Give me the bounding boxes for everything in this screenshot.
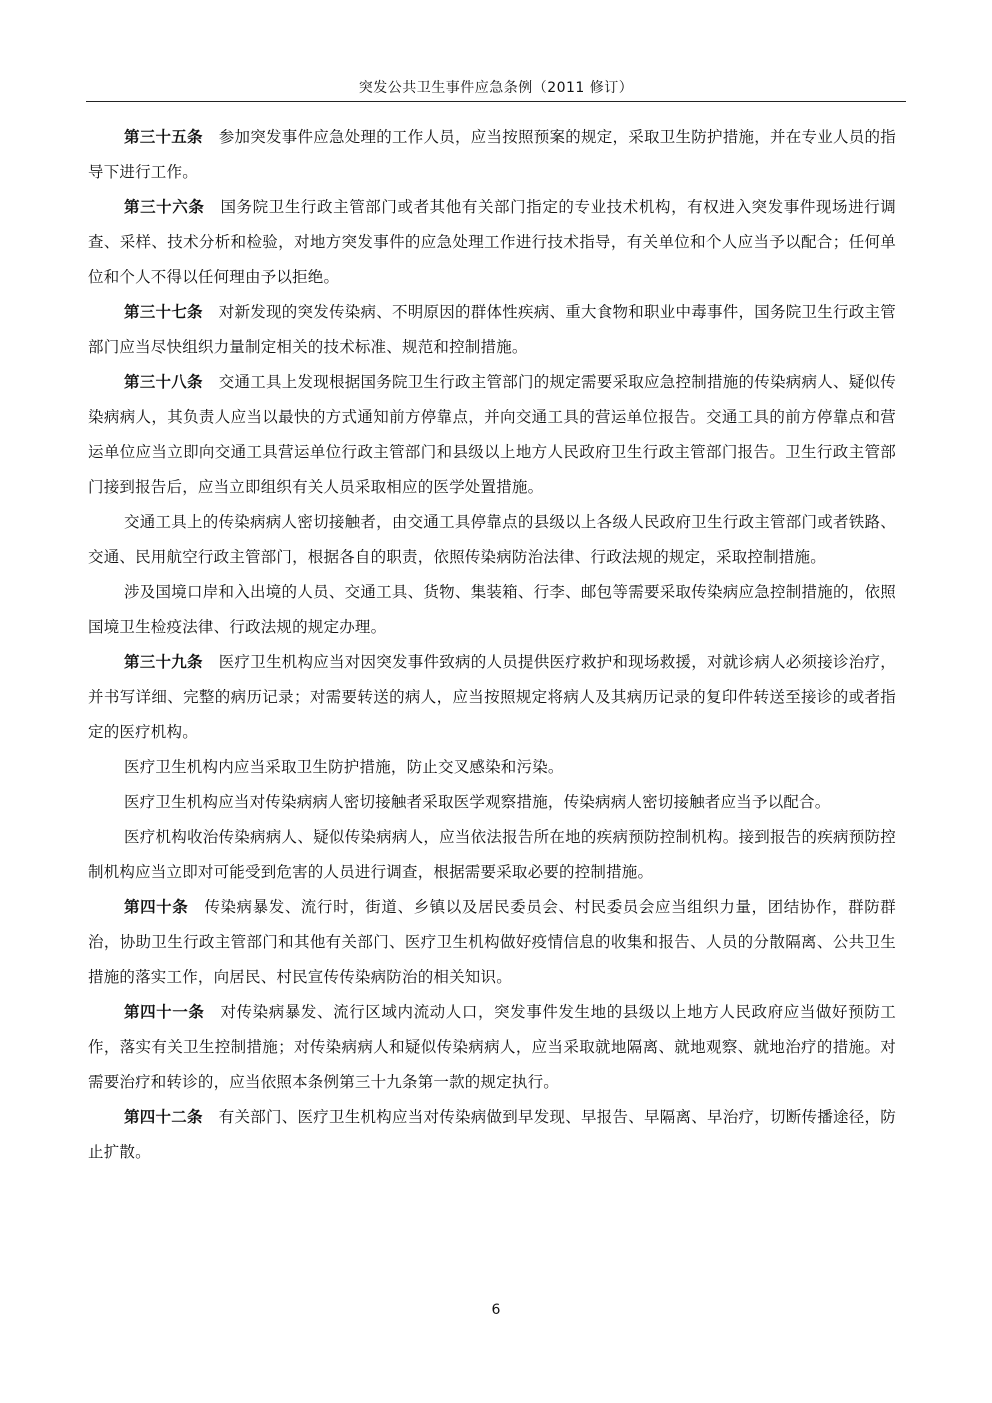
paragraph-text: 医疗卫生机构内应当采取卫生防护措施，防止交叉感染和污染。 [124,758,564,776]
page-number: 6 [491,1302,501,1318]
paragraph-text: 医疗卫生机构应当对传染病病人密切接触者采取医学观察措施，传染病病人密切接触者应当予以配合。 [124,793,831,811]
paragraph-text: 参加突发事件应急处理的工作人员，应当按照预案的规定，采取卫生防护措施，并在专业人员的指导下进行工作。 [88,128,896,181]
paragraph-text: 交通工具上发现根据国务院卫生行政主管部门的规定需要采取应急控制措施的传染病病人、疑似传染病病人，其负责人应当以最快的方式通知前方停靠点，并向交通工具的营运单位报告。交通工具的前方停靠点和营运单位应当立即向交通工具营运单位行政主管部门和县级以上地方人民政府卫生行政主管部门报告。卫生行政主管部门接到报告后，应当立即组织有关人员采取相应的医学处置措施。 [88,373,896,496]
running-header-title: 突发公共卫生事件应急条例（2011 修订） [358,80,634,96]
paragraph-article-37 [88,295,896,365]
paragraph-article-42 [88,1100,896,1170]
paragraph-text: 涉及国境口岸和入出境的人员、交通工具、货物、集装箱、行李、邮包等需要采取传染病应急控制措施的，依照国境卫生检疫法律、行政法规的规定办理。 [88,583,896,636]
paragraph-article-36 [88,190,896,295]
paragraph-article-39-2 [88,750,896,785]
paragraph-text: 传染病暴发、流行时，街道、乡镇以及居民委员会、村民委员会应当组织力量，团结协作，群防群治，协助卫生行政主管部门和其他有关部门、医疗卫生机构做好疫情信息的收集和报告、人员的分散隔离、公共卫生措施的落实工作，向居民、村民宣传传染病防治的相关知识。 [88,898,896,986]
paragraph-article-39 [88,645,896,750]
paragraph-article-38 [88,365,896,505]
paragraph-text: 医疗卫生机构应当对因突发事件致病的人员提供医疗救护和现场救援，对就诊病人必须接诊治疗，并书写详细、完整的病历记录；对需要转送的病人，应当按照规定将病人及其病历记录的复印件转送至接诊的或者指定的医疗机构。 [88,653,896,741]
paragraph-text: 医疗机构收治传染病病人、疑似传染病病人，应当依法报告所在地的疾病预防控制机构。接到报告的疾病预防控制机构应当立即对可能受到危害的人员进行调查，根据需要采取必要的控制措施。 [88,828,896,881]
paragraph-article-39-3 [88,785,896,820]
article-number: 第三十六条 [124,198,205,216]
article-number: 第三十七条 [124,303,203,321]
header-divider [86,101,906,102]
paragraph-article-38-2 [88,505,896,575]
paragraph-article-41 [88,995,896,1100]
paragraph-text: 国务院卫生行政主管部门或者其他有关部门指定的专业技术机构，有权进入突发事件现场进行调查、采样、技术分析和检验，对地方突发事件的应急处理工作进行技术指导，有关单位和个人应当予以配合；任何单位和个人不得以任何理由予以拒绝。 [88,198,896,286]
paragraph-text: 交通工具上的传染病病人密切接触者，由交通工具停靠点的县级以上各级人民政府卫生行政主管部门或者铁路、交通、民用航空行政主管部门，根据各自的职责，依照传染病防治法律、行政法规的规定，采取控制措施。 [88,513,896,566]
paragraph-article-40 [88,890,896,995]
paragraph-text: 对传染病暴发、流行区域内流动人口，突发事件发生地的县级以上地方人民政府应当做好预防工作，落实有关卫生控制措施；对传染病病人和疑似传染病病人，应当采取就地隔离、就地观察、就地治疗的措施。对需要治疗和转诊的，应当依照本条例第三十九条第一款的规定执行。 [88,1003,896,1091]
article-number: 第三十九条 [124,653,203,671]
paragraph-article-35 [88,120,896,190]
paragraph-article-39-4 [88,820,896,890]
paragraph-article-38-3 [88,575,896,645]
document-body [88,120,896,1170]
article-number: 第四十条 [124,898,189,916]
paragraph-text: 有关部门、医疗卫生机构应当对传染病做到早发现、早报告、早隔离、早治疗，切断传播途径，防止扩散。 [88,1108,896,1161]
article-number: 第四十一条 [124,1003,205,1021]
paragraph-text: 对新发现的突发传染病、不明原因的群体性疾病、重大食物和职业中毒事件，国务院卫生行政主管部门应当尽快组织力量制定相关的技术标准、规范和控制措施。 [88,303,896,356]
article-number: 第四十二条 [124,1108,203,1126]
article-number: 第三十八条 [124,373,203,391]
article-number: 第三十五条 [124,128,203,146]
